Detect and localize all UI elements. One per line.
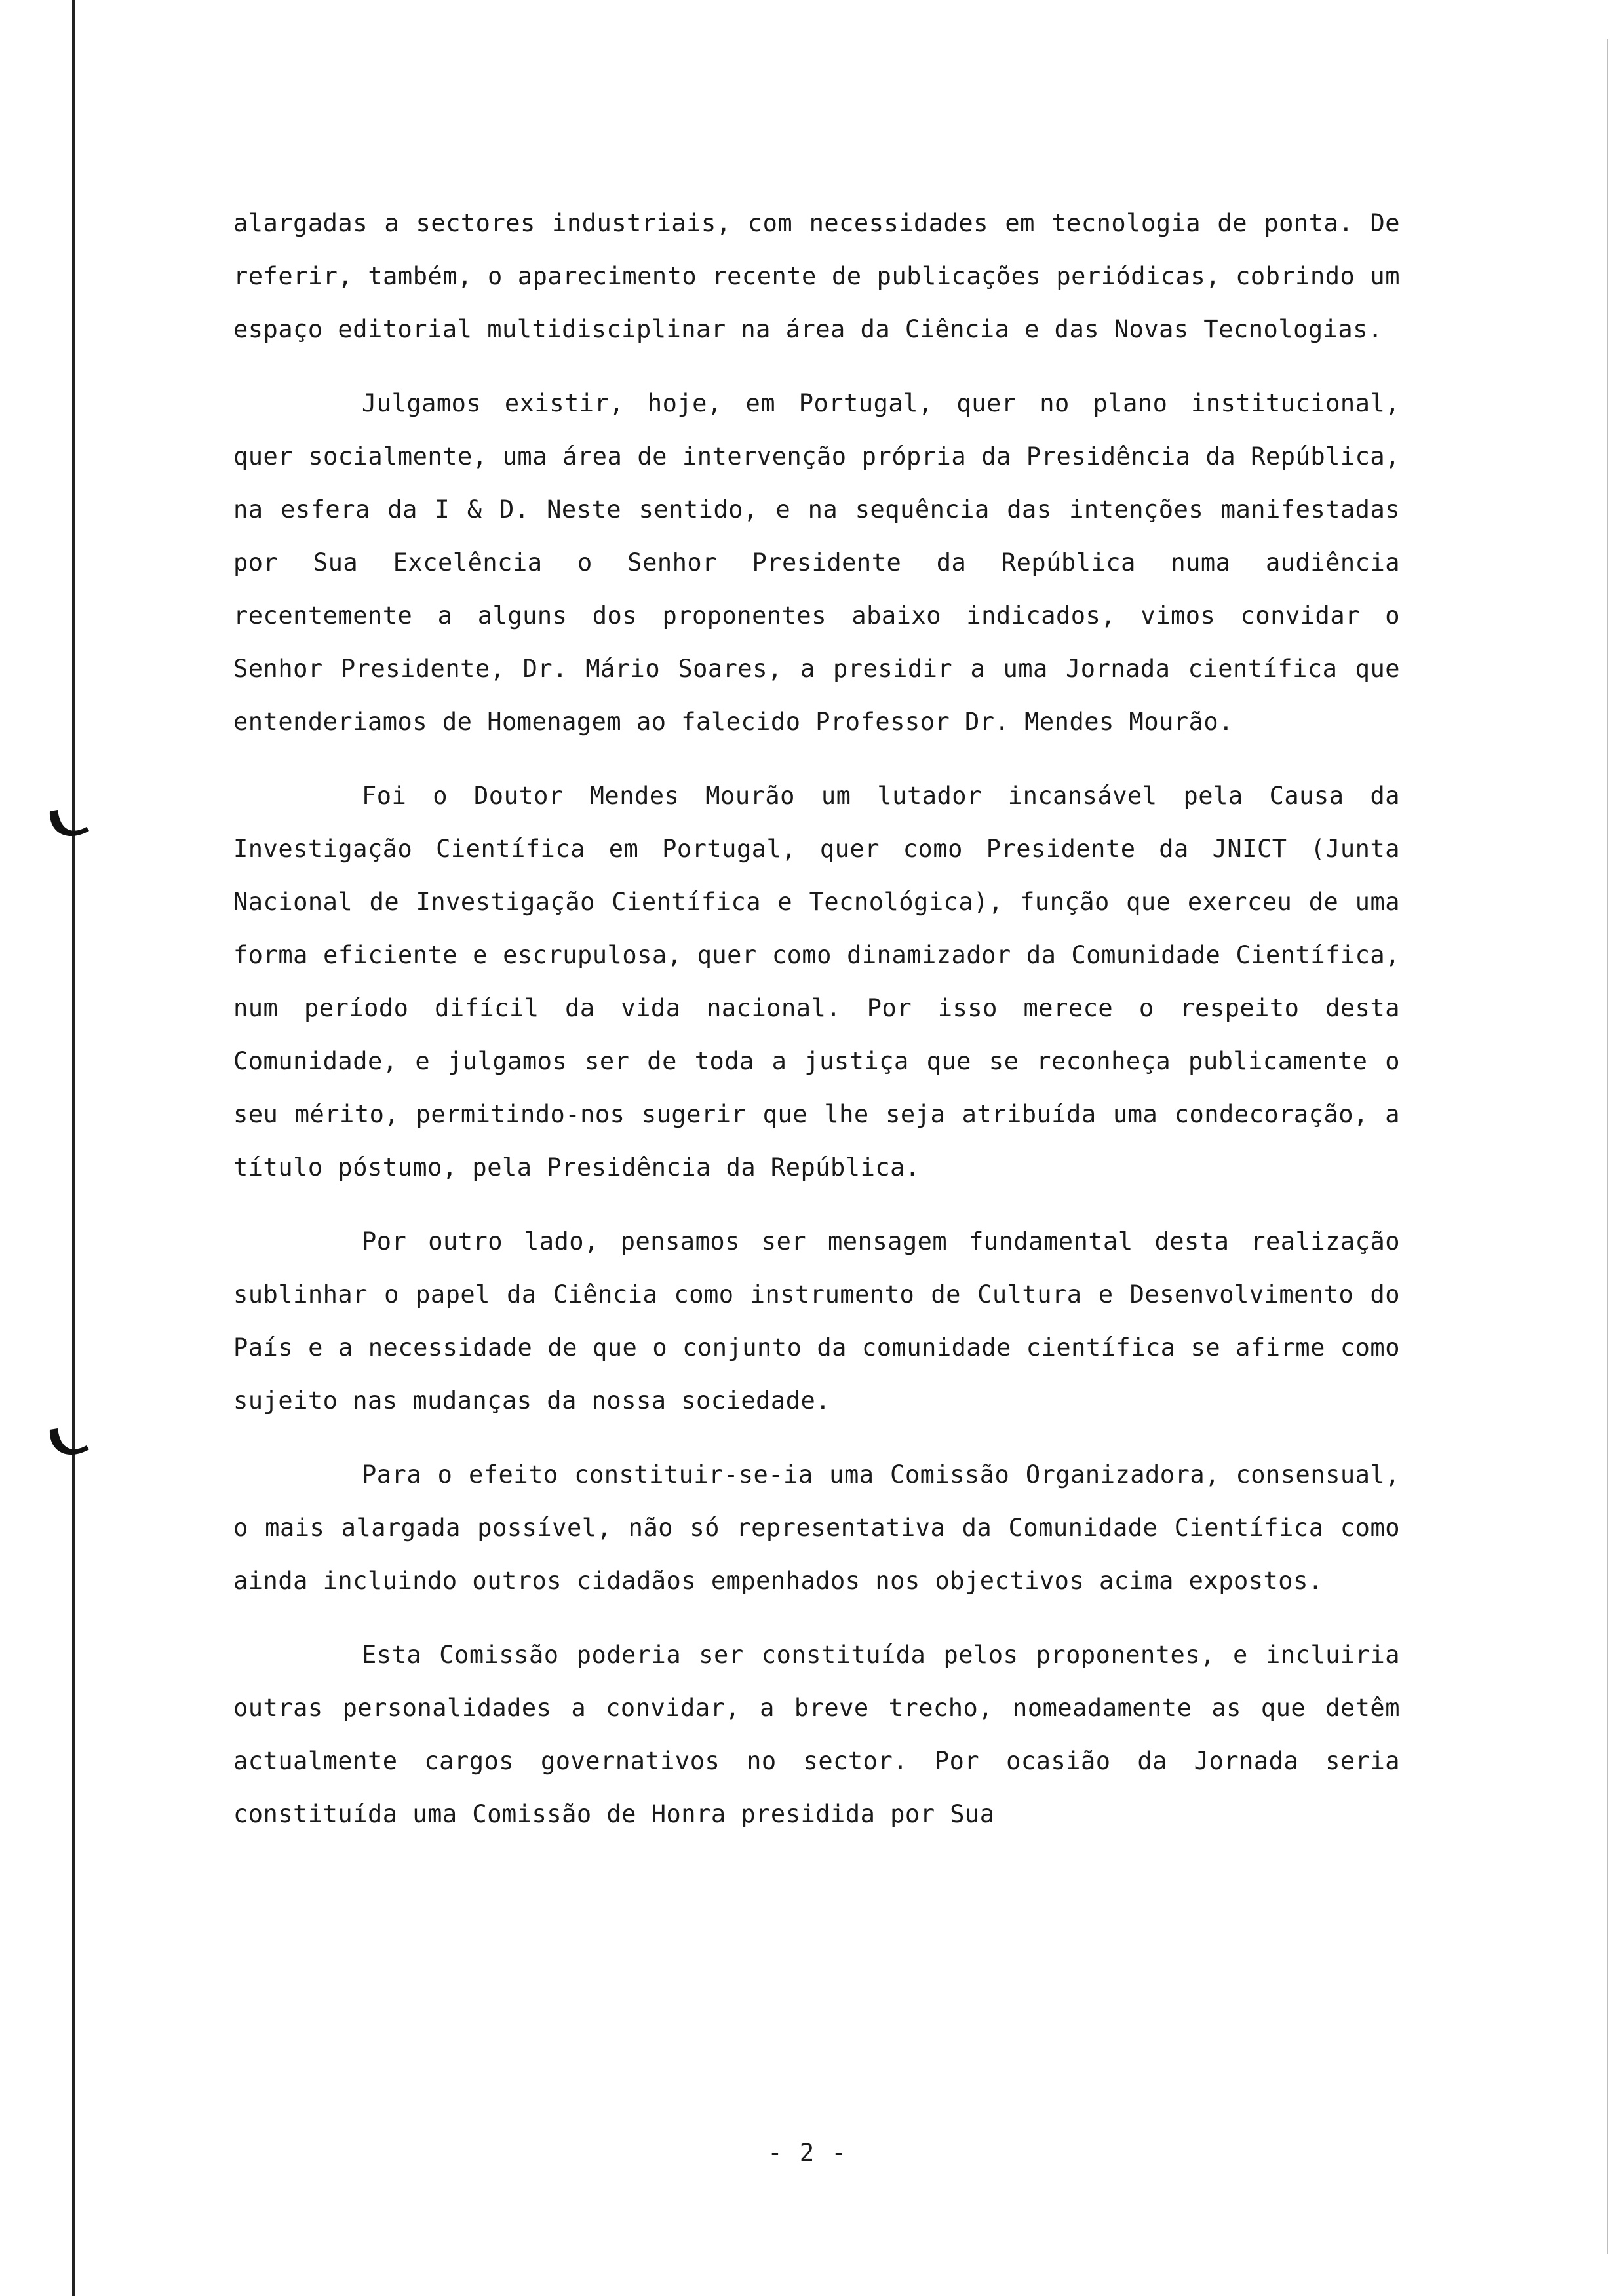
paragraph-organizing-committee: Para o efeito constituir-se-ia uma Comissão Organizadora, consensual, o mais alargada possível, não só representativa da Comunidade Científica como ainda incluindo outros cidadãos empenhados nos objectivos acima expostos. [233, 1461, 1400, 1595]
binder-hole-mark-icon [46, 1423, 94, 1465]
paragraph-committee-composition: Esta Comissão poderia ser constituída pelos proponentes, e incluiria outras personalidades a convidar, a breve trecho, nomeadamente as que detêm actualmente cargos governativos no sector. Por ocasião da Jornada seria constituída uma Comissão de Honra presidida por Sua [233, 1641, 1400, 1828]
page-number: - 2 - [768, 2139, 847, 2167]
paragraph-presidency-intervention: Julgamos existir, hoje, em Portugal, quer no plano institucional, quer socialmente, uma área de intervenção própria da Presidência da República, na esfera da I & D. Neste sentido, e na sequência das intenções manifestadas por Sua Excelência o Senhor Presidente da República numa audiência recentemente a alguns dos proponentes abaixo indicados, vimos convidar o Senhor Presidente, Dr. Mário Soares, a presidir a uma Jornada científica que entenderiamos de Homenagem ao falecido Professor Dr. Mendes Mourão. [233, 389, 1400, 736]
paragraph-fundamental-message: Por outro lado, pensamos ser mensagem fundamental desta realização sublinhar o papel da Ciência como instrumento de Cultura e Desenvolvimento do País e a necessidade de que o conjunto da comunidade científica se afirme como sujeito nas mudanças da nossa sociedade. [233, 1227, 1400, 1415]
paragraph-continuation: alargadas a sectores industriais, com necessidades em tecnologia de ponta. De referir, também, o aparecimento recente de publicações periódicas, cobrindo um espaço editorial multidisciplinar na área da Ciência e das Novas Tecnologias. [233, 209, 1400, 343]
page-left-edge-line [72, 0, 75, 2296]
binder-hole-mark-icon [46, 805, 94, 847]
paragraph-mendes-mourao: Foi o Doutor Mendes Mourão um lutador incansável pela Causa da Investigação Científica em Portugal, quer como Presidente da JNICT (Junta Nacional de Investigação Científica e Tecnológica), função que exerceu de uma forma eficiente e escrupulosa, quer como dinamizador da Comunidade Científica, num período difícil da vida nacional. Por isso merece o respeito desta Comunidade, e julgamos ser de toda a justiça que se reconheça publicamente o seu mérito, permitindo-nos sugerir que lhe seja atribuída uma condecoração, a título póstumo, pela Presidência da República. [233, 782, 1400, 1181]
page-right-edge-line [1607, 39, 1608, 2254]
document-body [233, 197, 1400, 1862]
